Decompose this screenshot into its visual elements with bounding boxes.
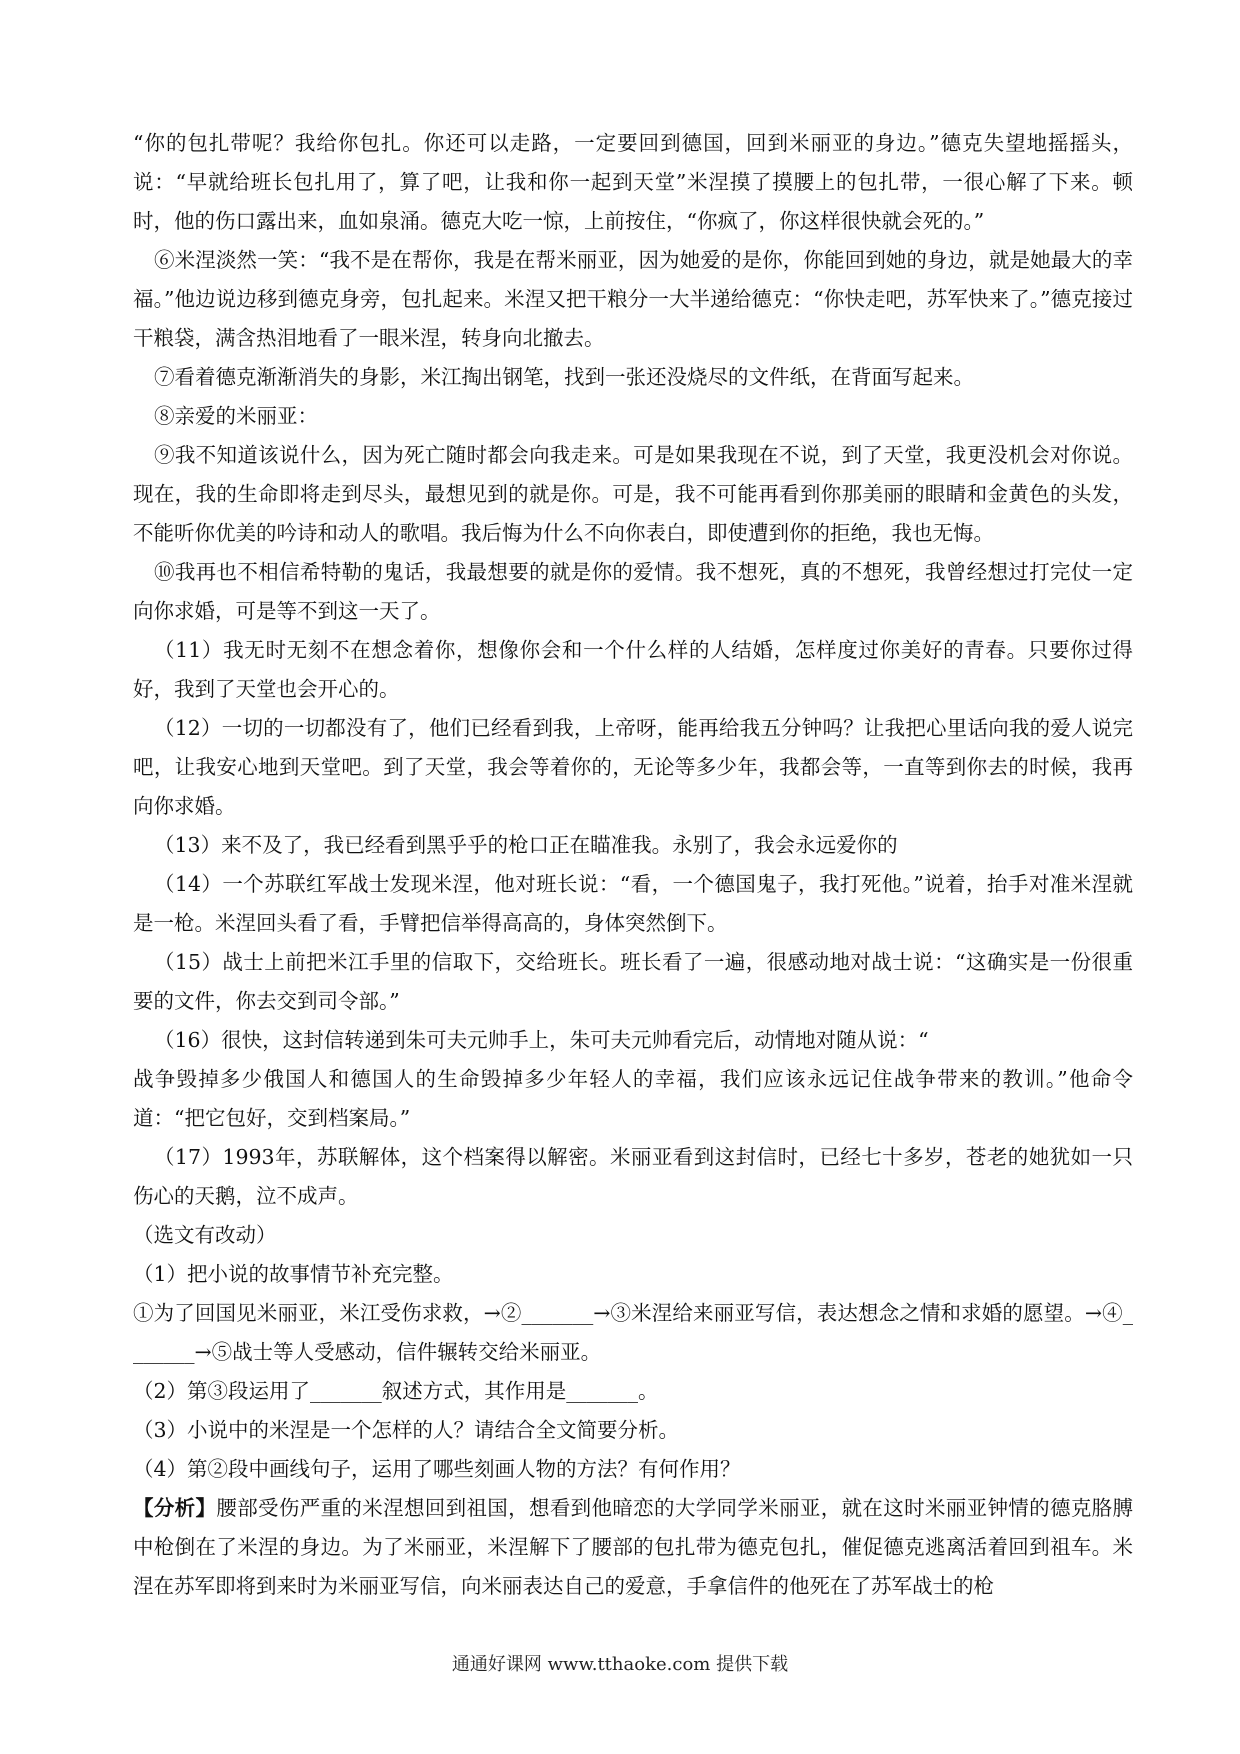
page-footer: 通通好课网 www.tthaoke.com 提供下载	[451, 1654, 789, 1675]
paragraph-6: ⑥米涅淡然一笑：“我不是在帮你，我是在帮米丽亚，因为她爱的是你，你能回到她的身边，就是她最大的幸福。”他边说边移到德克身旁，包扎起来。米涅又把干粮分一大半递给德克：“你快走吧，苏军快来了。”德克接过干粮袋，满含热泪地看了一眼米涅，转身向北撤去。	[133, 248, 1133, 350]
paragraph-10: ⑩我再也不相信希特勒的鬼话，我最想要的就是你的爱情。我不想死，真的不想死，我曾经想过打完仗一定向你求婚，可是等不到这一天了。	[133, 560, 1133, 623]
question-2: （2）第③段运用了_______叙述方式，其作用是_______。	[133, 1379, 659, 1403]
analysis	[133, 1489, 1133, 1606]
analysis-label: 【分析】	[133, 1496, 217, 1520]
paragraph-11: （11）我无时无刻不在想念着你，想像你会和一个什么样的人结婚，怎样度过你美好的青春。只要你过得好，我到了天堂也会开心的。	[133, 638, 1133, 701]
paragraph-13: （13）来不及了，我已经看到黑乎乎的枪口正在瞄准我。永别了，我会永远爱你的	[154, 833, 898, 857]
paragraph-12: （12）一切的一切都没有了，他们已经看到我，上帝呀，能再给我五分钟吗？让我把心里话向我的爱人说完吧，让我安心地到天堂吧。到了天堂，我会等着你的，无论等多少年，我都会等，一直等到你去的时候，我再向你求婚。	[133, 716, 1133, 818]
paragraph-8: ⑧亲爱的米丽亚：	[154, 404, 318, 428]
question-3: （3）小说中的米涅是一个怎样的人？请结合全文简要分析。	[133, 1418, 680, 1442]
question-4: （4）第②段中画线句子，运用了哪些刻画人物的方法？有何作用？	[133, 1457, 741, 1481]
question-1: （1）把小说的故事情节补充完整。	[133, 1262, 454, 1286]
question-1-plot: ①为了回国见米丽亚，米江受伤求救，→②_______→③米涅给来丽亚写信，表达想念之情和求婚的愿望。→④_______→⑤战士等人受感动，信件辗转交给米丽亚。	[133, 1301, 1133, 1364]
paragraph-14: （14）一个苏联红军战士发现米涅，他对班长说：“看，一个德国鬼子，我打死他。”说着，抬手对准米涅就是一枪。米涅回头看了看，手臂把信举得高高的，身体突然倒下。	[133, 872, 1133, 935]
paragraph-5-continued: “你的包扎带呢？我给你包扎。你还可以走路，一定要回到德国，回到米丽亚的身边。”德克失望地摇摇头，说：“早就给班长包扎用了，算了吧，让我和你一起到天堂”米涅摸了摸腰上的包扎带，一很心解了下来。顿时，他的伤口露出来，血如泉涌。德克大吃一惊，上前按住，“你疯了，你这样很快就会死的。”	[133, 131, 1133, 233]
paragraph-16: （16）很快，这封信转递到朱可夫元帅手上，朱可夫元帅看完后，动情地对随从说：“	[154, 1028, 929, 1052]
paragraph-7: ⑦看着德克渐渐消失的身影，米江掏出钢笔，找到一张还没烧尽的文件纸，在背面写起来。	[154, 365, 974, 389]
analysis-text: 腰部受伤严重的米涅想回到祖国，想看到他暗恋的大学同学米丽亚，就在这时米丽亚钟情的德克胳膊中枪倒在了米涅的身边。为了米丽亚，米涅解下了腰部的包扎带为德克包扎，催促德克逃离活着回到祖车。米涅在苏军即将到来时为米丽亚写信，向米丽表达自己的爱意，手拿信件的他死在了苏军战士的枪	[133, 1496, 1134, 1598]
document-body	[133, 124, 1133, 1606]
paragraph-15: （15）战士上前把米江手里的信取下，交给班长。班长看了一遍，很感动地对战士说：“这确实是一份很重要的文件，你去交到司令部。”	[133, 950, 1133, 1013]
paragraph-16-quote: 战争毁掉多少俄国人和德国人的生命毁掉多少年轻人的幸福，我们应该永远记住战争带来的教训。”他命令道：“把它包好，交到档案局。”	[133, 1067, 1133, 1130]
paragraph-17: （17）1993年，苏联解体，这个档案得以解密。米丽亚看到这封信时，已经七十多岁，苍老的她犹如一只伤心的天鹅，泣不成声。	[133, 1145, 1133, 1208]
source-note: （选文有改动）	[133, 1223, 277, 1247]
paragraph-9: ⑨我不知道该说什么，因为死亡随时都会向我走来。可是如果我现在不说，到了天堂，我更没机会对你说。现在，我的生命即将走到尽头，最想见到的就是你。可是，我不可能再看到你那美丽的眼睛和金黄色的头发，不能听你优美的吟诗和动人的歌唱。我后悔为什么不向你表白，即使遭到你的拒绝，我也无悔。	[133, 443, 1133, 545]
